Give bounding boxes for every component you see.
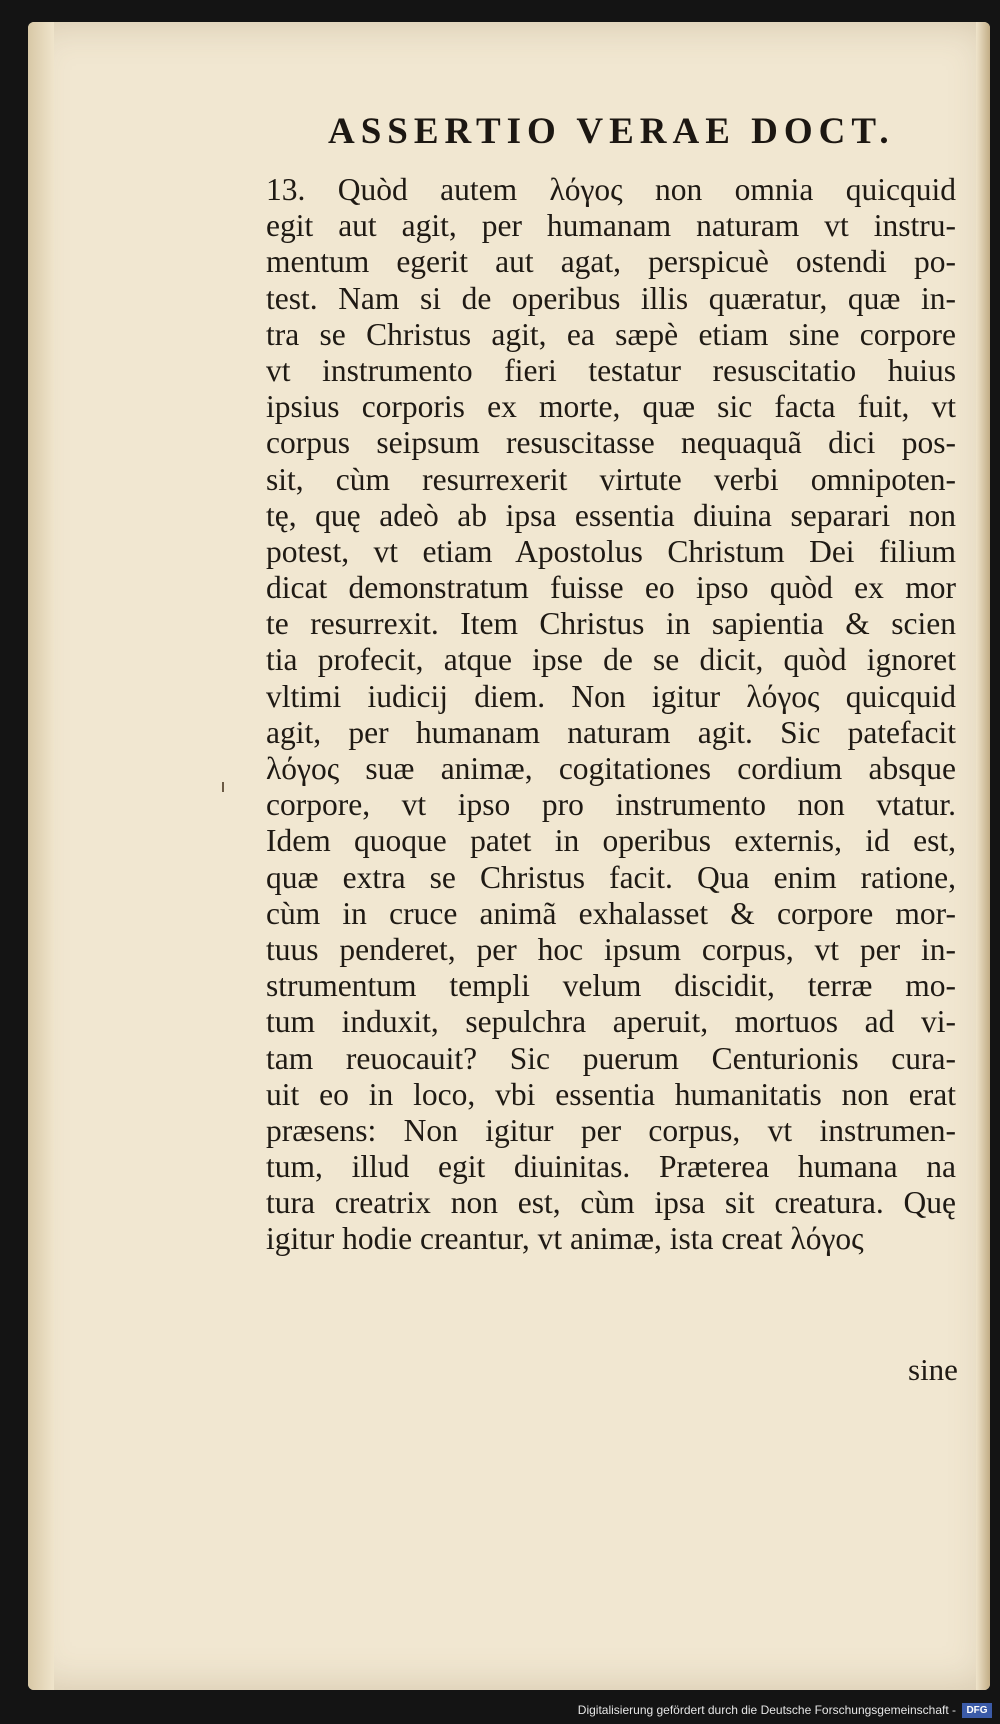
text-line: tura creatrix non est, cùm ipsa sit creatura. Quę [266,1185,956,1221]
text-line: te resurrexit. Item Christus in sapientia & scien [266,606,956,642]
text-line: vltimi iudicij diem. Non igitur λόγος quicquid [266,678,956,714]
text-line: corpus seipsum resuscitasse nequaquã dici pos- [266,425,956,461]
text-line: tuus penderet, per hoc ipsum corpus, vt per in- [266,931,956,967]
text-line: tam reuocauit? Sic puerum Centurionis cura- [266,1040,956,1076]
text-line: mentum egerit aut agat, perspicuè ostendi po- [266,244,956,280]
running-head: ASSERTIO VERAE DOCT. [328,111,895,152]
text-line: uit eo in loco, vbi essentia humanitatis non erat [266,1076,956,1112]
text-line: cùm in cruce animã exhalasset & corpore mor- [266,895,956,931]
text-line: strumentum templi velum discidit, terræ mo- [266,968,956,1004]
text-line: dicat demonstratum fuisse eo ipso quòd ex mor [266,570,956,606]
text-line: igitur hodie creantur, vt animæ, ista creat λόγος [266,1221,864,1257]
text-line: agit, per humanam naturam agit. Sic patefacit [266,714,956,750]
text-line: Idem quoque patet in operibus externis, id est, [266,823,956,859]
text-line: vt instrumento fieri testatur resuscitatio huius [266,352,956,388]
margin-mark [222,782,224,792]
text-line: tra se Christus agit, ea sæpè etiam sine corpore [266,316,956,352]
text-line: test. Nam si de operibus illis quæratur, quæ in- [266,280,956,316]
text-line: tum, illud egit diuinitas. Præterea humana na [266,1149,956,1185]
footer-bar [0,1694,1000,1724]
text-line: tia profecit, atque ipse de se dicit, quòd ignoret [266,642,956,678]
dfg-logo: DFG [962,1703,992,1718]
text-line: egit aut agit, per humanam naturam vt instru- [266,208,956,244]
text-line: corpore, vt ipso pro instrumento non vtatur. [266,787,956,823]
funding-credit: Digitalisierung gefördert durch die Deutsche Forschungsgemeinschaft - [577,1703,956,1717]
body-text [266,172,956,1258]
text-line: tę, quę adeò ab ipsa essentia diuina separari non [266,497,956,533]
text-line: præsens: Non igitur per corpus, vt instrumen- [266,1112,956,1148]
book-page [28,22,990,1690]
catchword: sine [908,1352,958,1387]
text-line: sit, cùm resurrexerit virtute verbi omnipoten- [266,461,956,497]
text-line: λόγος suæ animæ, cogitationes cordium absque [266,751,956,786]
text-line: quæ extra se Christus facit. Qua enim ratione, [266,859,956,895]
page-edge-shadow [976,22,990,1690]
text-line: ipsius corporis ex morte, quæ sic facta fuit, vt [266,389,956,425]
page-gutter-shadow [28,22,54,1690]
text-line: potest, vt etiam Apostolus Christum Dei filium [266,533,956,569]
text-line: tum induxit, sepulchra aperuit, mortuos ad vi- [266,1004,956,1040]
text-line: 13. Quòd autem λόγος non omnia quicquid [266,172,956,207]
